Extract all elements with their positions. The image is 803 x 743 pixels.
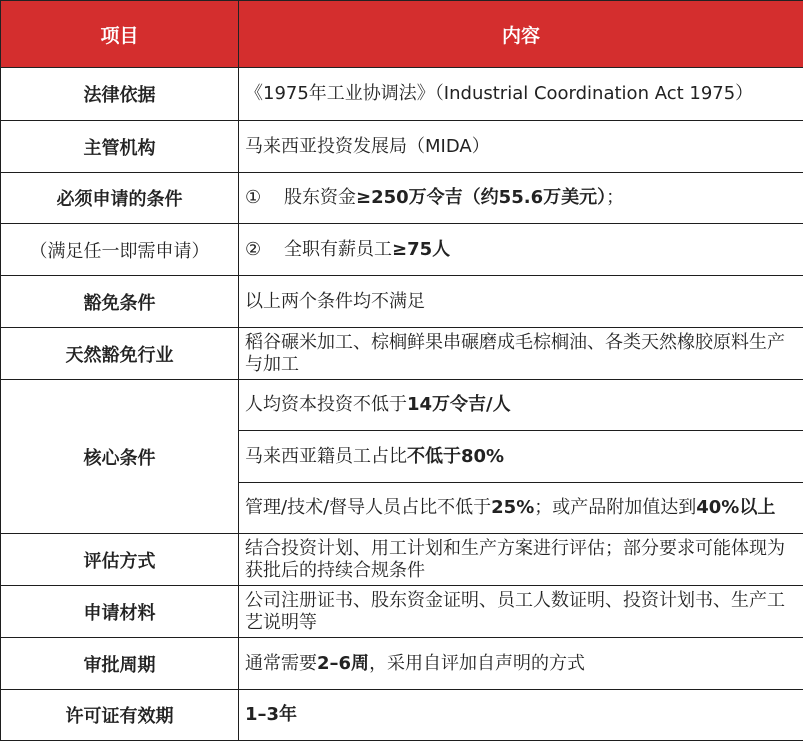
core-bold: 以上	[739, 497, 776, 518]
row-key: 申请材料	[1, 586, 239, 638]
core-text: 管理/技术/督导人员占比不低于	[245, 497, 492, 518]
row-key: 天然豁免行业	[1, 328, 239, 380]
row-value: 《1975年工业协调法》（Industrial Coordination Act 1975）	[239, 68, 803, 121]
condition-text: 全职有薪员工	[284, 238, 393, 260]
row-value	[239, 431, 803, 483]
row-key: 法律依据	[1, 68, 239, 121]
table-row	[1, 690, 803, 741]
row-key: 主管机构	[1, 121, 239, 173]
core-bold: 25%	[491, 497, 535, 518]
table-row	[1, 276, 803, 328]
row-value	[239, 483, 803, 534]
core-text: 马来西亚籍员工占比	[245, 445, 407, 467]
table-row	[1, 224, 803, 276]
core-bold: 40%	[696, 497, 740, 518]
table-row	[1, 173, 803, 224]
row-key: 必须申请的条件	[1, 173, 239, 224]
circled-number: ②	[245, 238, 262, 260]
row-value: 稻谷碾米加工、棕榈鲜果串碾磨成毛棕榈油、各类天然橡胶原料生产与加工	[239, 328, 803, 380]
table-row	[1, 380, 803, 431]
condition-suffix: ；	[606, 187, 625, 208]
core-bold: 14万令吉/人	[407, 394, 511, 415]
table-row	[1, 328, 803, 380]
row-value: 结合投资计划、用工计划和生产方案进行评估；部分要求可能体现为获批后的持续合规条件	[239, 534, 803, 586]
row-value	[239, 173, 803, 224]
core-text: 人均资本投资不低于	[245, 394, 407, 415]
row-key: 审批周期	[1, 638, 239, 690]
row-value: 以上两个条件均不满足	[239, 276, 803, 328]
row-value	[239, 638, 803, 690]
row-value	[239, 380, 803, 431]
row-key: （满足任一即需申请）	[1, 224, 239, 276]
table-row	[1, 121, 803, 173]
table-row	[1, 68, 803, 121]
core-text: ；或产品附加值达到	[534, 497, 697, 518]
condition-text: 股东资金	[284, 187, 357, 208]
period-suffix: ，采用自评加自声明的方式	[369, 652, 586, 674]
header-item: 项目	[1, 1, 239, 68]
condition-bold: ≥250万令吉（约55.6万美元）	[356, 187, 607, 208]
header-content: 内容	[239, 1, 803, 68]
period-bold: 2–6周	[317, 652, 370, 674]
row-key: 豁免条件	[1, 276, 239, 328]
row-key: 核心条件	[1, 380, 239, 534]
period-text: 通常需要	[245, 652, 317, 674]
row-value: 马来西亚投资发展局（MIDA）	[239, 121, 803, 173]
table-row	[1, 586, 803, 638]
row-value: 1–3年	[239, 690, 803, 741]
table-row	[1, 534, 803, 586]
row-key: 评估方式	[1, 534, 239, 586]
circled-number: ①	[245, 187, 262, 208]
core-bold: 不低于80%	[407, 445, 505, 467]
condition-bold: ≥75人	[392, 238, 451, 260]
row-key: 许可证有效期	[1, 690, 239, 741]
table-header-row	[1, 1, 803, 68]
table-row	[1, 638, 803, 690]
row-value	[239, 224, 803, 276]
row-value: 公司注册证书、股东资金证明、员工人数证明、投资计划书、生产工艺说明等	[239, 586, 803, 638]
